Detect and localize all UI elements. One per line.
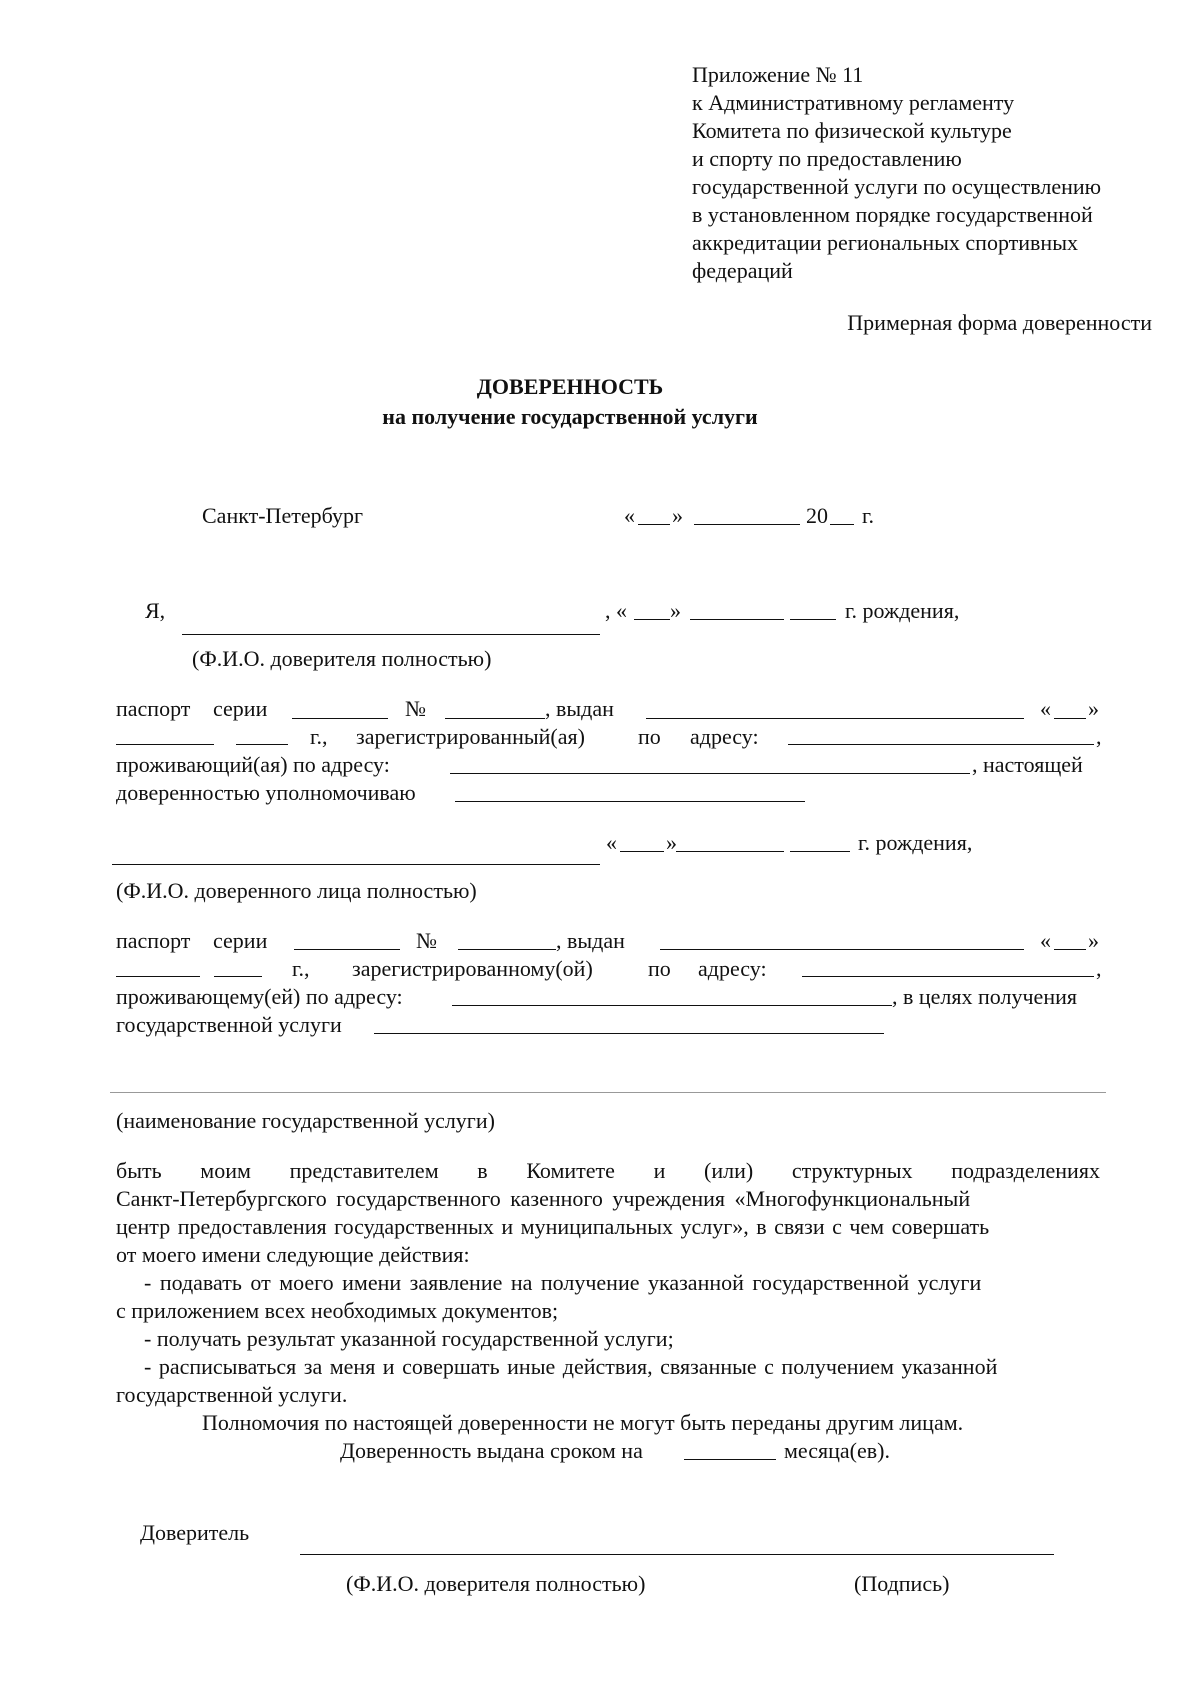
principal-quote-open: , « [605, 598, 627, 623]
agent-quote-open: « [606, 830, 617, 855]
principal-name-caption: (Ф.И.О. доверителя полностью) [192, 646, 492, 671]
body-word: подразделениях [951, 1158, 1100, 1183]
appendix-line: Комитета по физической культуре [692, 118, 1012, 143]
agent-registration-address-field[interactable] [802, 976, 1094, 977]
issued-quote-open: « [1040, 696, 1051, 721]
passport-issued-label: , выдан [556, 928, 625, 953]
registered-by-label: по [648, 956, 671, 981]
service-field[interactable] [374, 1033, 884, 1034]
principal-living-address-field[interactable] [450, 773, 970, 774]
body-line-1 [116, 1160, 1100, 1182]
registered-address-label: адресу: [690, 724, 759, 749]
principal-issued-year-field[interactable] [236, 744, 288, 745]
principal-issued-month-field[interactable] [116, 744, 214, 745]
agent-issued-day-field[interactable] [1054, 949, 1086, 950]
agent-passport-number-field[interactable] [458, 949, 556, 950]
passport-series-label: серии [213, 696, 268, 721]
agent-birth-label: г. рождения, [858, 830, 973, 855]
signature-name-caption: (Ф.И.О. доверителя полностью) [346, 1571, 646, 1596]
body-word: структурных [791, 1158, 913, 1183]
signature-label: Доверитель [140, 1520, 250, 1545]
body-line-2: Санкт-Петербургского государственного казенного учреждения «Многофункциональный [116, 1186, 971, 1211]
body-word: быть [116, 1158, 162, 1183]
bullet-2: - получать результат указанной государственной услуги; [144, 1326, 674, 1351]
appendix-line: федераций [692, 258, 793, 283]
appendix-line: государственной услуги по осуществлению [692, 174, 1102, 199]
principal-passport-number-field[interactable] [445, 718, 545, 719]
bullet-1-line-2: с приложением всех необходимых документов; [116, 1298, 559, 1323]
present-label: , настоящей [972, 752, 1083, 777]
agent-birth-month-field[interactable] [676, 851, 784, 852]
agent-quote-close: » [666, 830, 677, 855]
principal-birth-year-field[interactable] [790, 619, 836, 620]
principal-birth-day-field[interactable] [634, 619, 670, 620]
passport-series-label: серии [213, 928, 268, 953]
body-word: и [653, 1158, 666, 1183]
passport-issued-label: , выдан [545, 696, 614, 721]
issued-quote-close: » [1088, 928, 1099, 953]
principal-registration-address-field[interactable] [788, 744, 1094, 745]
bullet-3-line-2: государственной услуги. [116, 1382, 348, 1407]
principal-passport-series-field[interactable] [292, 718, 388, 719]
body-line-3: центр предоставления государственных и муниципальных услуг», в связи с чем совершать [116, 1214, 990, 1239]
registered-by-label: по [638, 724, 661, 749]
agent-name-field[interactable] [112, 864, 600, 865]
agent-name-caption: (Ф.И.О. доверенного лица полностью) [116, 878, 477, 903]
body-word: (или) [704, 1158, 754, 1183]
authorize-label: доверенностью уполномочиваю [116, 780, 416, 805]
date-year-suffix: г. [862, 503, 875, 528]
principal-passport-issuer-field[interactable] [646, 718, 1024, 719]
issued-year-suffix: г., [292, 956, 310, 981]
passport-number-label: № [416, 928, 437, 953]
agent-issued-year-field[interactable] [214, 976, 262, 977]
date-day-field[interactable] [638, 524, 670, 525]
appendix-line: в установленном порядке государственной [692, 202, 1093, 227]
body-word: представителем [289, 1158, 439, 1183]
agent-birth-day-field[interactable] [620, 851, 664, 852]
pronoun: Я, [145, 598, 166, 623]
date-year-field[interactable] [830, 524, 854, 525]
term-months-field[interactable] [684, 1459, 776, 1460]
bullet-3-line-1: - расписываться за меня и совершать иные действия, связанные с получением указанной [144, 1354, 998, 1379]
no-transfer-note: Полномочия по настоящей доверенности не могут быть переданы другим лицам. [202, 1410, 964, 1435]
body-word: Комитете [526, 1158, 615, 1183]
bullet-1-line-1: - подавать от моего имени заявление на получение указанной государственной услуги [144, 1270, 982, 1295]
body-line-4: от моего имени следующие действия: [116, 1242, 470, 1267]
date-year-prefix: 20 [806, 503, 828, 528]
living-address-label: проживающий(ая) по адресу: [116, 752, 390, 777]
term-suffix: месяца(ев). [784, 1438, 890, 1463]
issued-year-suffix: г., [310, 724, 328, 749]
registered-address-label: адресу: [698, 956, 767, 981]
purpose-label: , в целях получения [892, 984, 1077, 1009]
appendix-line: аккредитации региональных спортивных [692, 230, 1078, 255]
registered-label: зарегистрированному(ой) [352, 956, 593, 981]
agent-issued-month-field[interactable] [116, 976, 200, 977]
issued-quote-open: « [1040, 928, 1051, 953]
date-quote-open: « [624, 503, 635, 528]
authorize-field[interactable] [455, 801, 805, 802]
principal-name-field[interactable] [182, 634, 600, 635]
principal-birth-label: г. рождения, [845, 598, 960, 623]
appendix-line: и спорту по предоставлению [692, 146, 962, 171]
registered-comma: , [1096, 956, 1102, 981]
document-title: ДОВЕРЕННОСТЬ [476, 374, 664, 399]
agent-passport-series-field[interactable] [294, 949, 400, 950]
appendix-line: Приложение № 11 [692, 62, 864, 87]
body-word: моим [200, 1158, 251, 1183]
principal-issued-day-field[interactable] [1054, 718, 1086, 719]
passport-number-label: № [405, 696, 426, 721]
date-month-field[interactable] [694, 524, 800, 525]
agent-passport-issuer-field[interactable] [660, 949, 1024, 950]
principal-quote-close: » [670, 598, 681, 623]
service-name-caption: (наименование государственной услуги) [116, 1108, 495, 1133]
signature-field[interactable] [300, 1554, 1054, 1555]
document-subtitle: на получение государственной услуги [382, 404, 758, 429]
city: Санкт-Петербург [202, 503, 363, 528]
service-label: государственной услуги [116, 1012, 342, 1037]
agent-birth-year-field[interactable] [790, 851, 850, 852]
passport-word: паспорт [116, 928, 191, 953]
principal-birth-month-field[interactable] [690, 619, 784, 620]
service-name-field[interactable] [110, 1092, 1106, 1093]
registered-comma: , [1096, 724, 1102, 749]
issued-quote-close: » [1088, 696, 1099, 721]
date-quote-close: » [672, 503, 683, 528]
term-prefix: Доверенность выдана сроком на [340, 1438, 643, 1463]
form-note: Примерная форма доверенности [847, 310, 1152, 335]
living-address-label: проживающему(ей) по адресу: [116, 984, 403, 1009]
body-word: в [477, 1158, 488, 1183]
passport-word: паспорт [116, 696, 191, 721]
appendix-line: к Административному регламенту [692, 90, 1015, 115]
agent-living-address-field[interactable] [452, 1005, 892, 1006]
signature-sign-caption: (Подпись) [854, 1571, 950, 1596]
registered-label: зарегистрированный(ая) [356, 724, 585, 749]
